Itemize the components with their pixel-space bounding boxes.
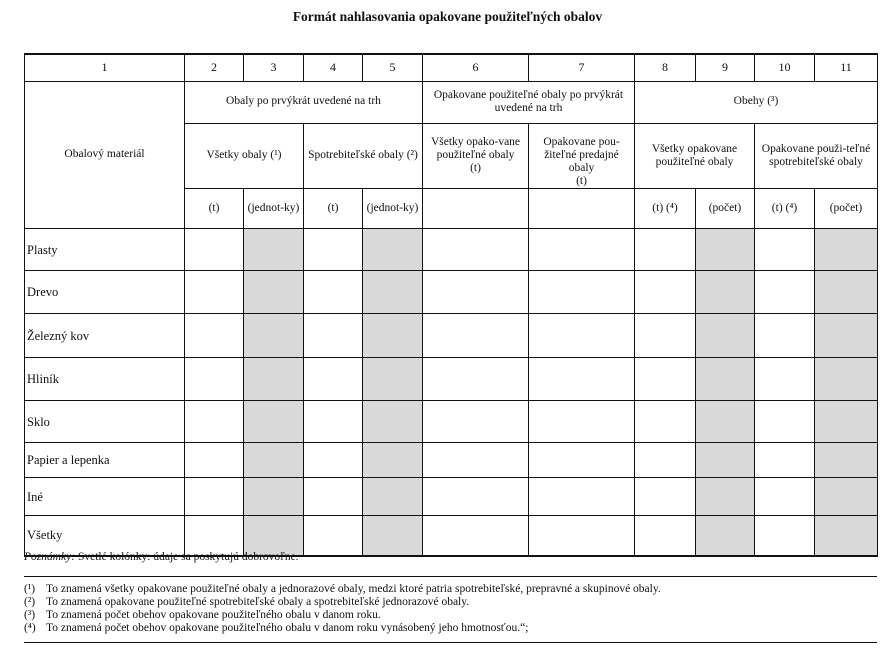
- unit-label: (t): [576, 175, 587, 188]
- data-cell[interactable]: [185, 271, 244, 314]
- data-cell[interactable]: [755, 401, 815, 443]
- data-cell[interactable]: [423, 358, 529, 401]
- notes-label: Poznámky:: [24, 551, 76, 563]
- col-number: 3: [244, 54, 304, 81]
- col-number: 4: [304, 54, 363, 81]
- col-number: 9: [696, 54, 755, 81]
- footnote-mark: (⁴): [24, 622, 36, 634]
- table-row: [25, 478, 878, 516]
- consumer-packaging-header: Spotrebiteľské obaly (²): [304, 123, 423, 189]
- col-number: 6: [423, 54, 529, 81]
- column-number-row: [25, 54, 878, 81]
- data-cell[interactable]: [696, 358, 755, 401]
- data-cell[interactable]: [423, 443, 529, 478]
- material-label: Drevo: [25, 271, 185, 314]
- footnote-mark: (²): [24, 596, 36, 608]
- data-rows: [25, 229, 878, 556]
- all-reusable-header: [423, 123, 529, 189]
- data-cell[interactable]: [815, 314, 878, 358]
- data-cell[interactable]: [815, 229, 878, 271]
- table-row: [25, 314, 878, 358]
- data-cell[interactable]: [529, 443, 635, 478]
- footnote-4: [24, 622, 877, 635]
- data-cell[interactable]: [635, 443, 696, 478]
- data-cell[interactable]: [529, 358, 635, 401]
- data-cell[interactable]: [244, 401, 304, 443]
- unit-label: (jednot-ky): [244, 189, 304, 229]
- data-cell[interactable]: [815, 478, 878, 516]
- data-cell[interactable]: [815, 516, 878, 556]
- data-cell[interactable]: [529, 516, 635, 556]
- data-cell[interactable]: [815, 358, 878, 401]
- material-label: Hliník: [25, 358, 185, 401]
- data-cell[interactable]: [304, 443, 363, 478]
- data-cell[interactable]: [529, 271, 635, 314]
- data-cell[interactable]: [635, 358, 696, 401]
- col-number: 5: [363, 54, 423, 81]
- col-number: 8: [635, 54, 696, 81]
- data-cell[interactable]: [755, 271, 815, 314]
- data-cell[interactable]: [423, 516, 529, 556]
- unit-label: [423, 189, 529, 229]
- material-label: Plasty: [25, 229, 185, 271]
- data-cell[interactable]: [244, 314, 304, 358]
- material-label: Papier a lepenka: [25, 443, 185, 478]
- data-cell[interactable]: [304, 229, 363, 271]
- data-cell[interactable]: [815, 443, 878, 478]
- data-cell[interactable]: [363, 358, 423, 401]
- data-cell[interactable]: [755, 229, 815, 271]
- data-cell[interactable]: [423, 229, 529, 271]
- data-cell[interactable]: [755, 478, 815, 516]
- data-cell[interactable]: [185, 358, 244, 401]
- reusable-first-market-header: Opakovane použiteľné obaly po prvýkrát uvedené na trh: [423, 81, 635, 123]
- data-cell[interactable]: [244, 229, 304, 271]
- data-cell[interactable]: [696, 443, 755, 478]
- data-cell[interactable]: [363, 229, 423, 271]
- unit-label: (t) (⁴): [635, 189, 696, 229]
- all-reusable-rotations-header: Všetky opakovane použiteľné obaly: [635, 123, 755, 189]
- reporting-table: [24, 53, 878, 557]
- reusable-consumer-rotations-header: Opakovane použi-teľné spotrebiteľské obaly: [755, 123, 878, 189]
- footnote-mark: (³): [24, 609, 36, 621]
- data-cell[interactable]: [304, 314, 363, 358]
- footnote-2: [24, 596, 877, 609]
- reusable-sales-header: [529, 123, 635, 189]
- col-number: 1: [25, 54, 185, 81]
- rotations-header: Obehy (³): [635, 81, 878, 123]
- data-cell[interactable]: [244, 516, 304, 556]
- footnote-text: To znamená počet obehov opakovane použiteľného obalu v danom roku.: [46, 609, 381, 621]
- data-cell[interactable]: [363, 271, 423, 314]
- reusable-sales-label: Opakovane pou-žiteľné predajné obaly: [543, 135, 620, 174]
- data-cell[interactable]: [423, 401, 529, 443]
- data-cell[interactable]: [185, 229, 244, 271]
- data-cell[interactable]: [635, 229, 696, 271]
- data-cell[interactable]: [755, 358, 815, 401]
- data-cell[interactable]: [304, 516, 363, 556]
- data-cell[interactable]: [185, 401, 244, 443]
- all-reusable-label: Všetky opako-vane použiteľné obaly: [430, 135, 521, 161]
- bottom-divider: [24, 642, 877, 643]
- table-row: [25, 271, 878, 314]
- data-cell[interactable]: [185, 443, 244, 478]
- page-title: Formát nahlasovania opakovane použiteľných obalov: [292, 9, 603, 24]
- data-cell[interactable]: [244, 443, 304, 478]
- data-cell[interactable]: [423, 271, 529, 314]
- material-label: Sklo: [25, 401, 185, 443]
- unit-label: (t): [185, 189, 244, 229]
- data-cell[interactable]: [363, 443, 423, 478]
- unit-label: (t): [470, 161, 481, 174]
- notes: [24, 551, 299, 563]
- data-cell[interactable]: [185, 516, 244, 556]
- data-cell[interactable]: [304, 271, 363, 314]
- data-cell[interactable]: [304, 401, 363, 443]
- footnote-text: To znamená počet obehov opakovane použiteľného obalu v danom roku vynásobený jeho hmotnosťou.“;: [46, 622, 529, 634]
- footnote-1: [24, 583, 877, 596]
- table-row: [25, 516, 878, 556]
- data-cell[interactable]: [244, 358, 304, 401]
- data-cell[interactable]: [815, 271, 878, 314]
- data-cell[interactable]: [696, 271, 755, 314]
- data-cell[interactable]: [304, 358, 363, 401]
- material-label: Železný kov: [25, 314, 185, 358]
- footnote-3: [24, 609, 877, 622]
- footnotes: [24, 583, 877, 635]
- data-cell[interactable]: [529, 314, 635, 358]
- data-cell[interactable]: [635, 271, 696, 314]
- unit-label: [529, 189, 635, 229]
- data-cell[interactable]: [423, 478, 529, 516]
- data-cell[interactable]: [635, 314, 696, 358]
- data-cell[interactable]: [529, 401, 635, 443]
- data-cell[interactable]: [185, 314, 244, 358]
- unit-label: (počet): [696, 189, 755, 229]
- data-cell[interactable]: [755, 443, 815, 478]
- data-cell[interactable]: [423, 314, 529, 358]
- table-row: [25, 229, 878, 271]
- data-cell[interactable]: [635, 516, 696, 556]
- data-cell[interactable]: [635, 401, 696, 443]
- col-number: 7: [529, 54, 635, 81]
- divider: [24, 576, 877, 577]
- data-cell[interactable]: [755, 516, 815, 556]
- material-header: Obalový materiál: [25, 81, 185, 229]
- material-label: Všetky: [25, 516, 185, 556]
- notes-text: Svetlé kolónky: údaje sa poskytujú dobrovoľne.: [75, 551, 299, 563]
- first-market-header: Obaly po prvýkrát uvedené na trh: [185, 81, 423, 123]
- data-cell[interactable]: [244, 271, 304, 314]
- data-cell[interactable]: [815, 401, 878, 443]
- footnote-text: To znamená opakovane použiteľné spotrebiteľské obaly a spotrebiteľské jednorazové obaly.: [46, 596, 470, 608]
- data-cell[interactable]: [696, 401, 755, 443]
- data-cell[interactable]: [696, 478, 755, 516]
- all-packaging-header: Všetky obaly (¹): [185, 123, 304, 189]
- footnote-text: To znamená všetky opakovane použiteľné obaly a jednorazové obaly, medzi ktoré patria spotrebiteľské, prepravné a skupinové obaly.: [46, 583, 661, 595]
- data-cell[interactable]: [363, 516, 423, 556]
- data-cell[interactable]: [696, 229, 755, 271]
- data-cell[interactable]: [185, 478, 244, 516]
- material-label: Iné: [25, 478, 185, 516]
- data-cell[interactable]: [363, 401, 423, 443]
- table-row: [25, 401, 878, 443]
- data-cell[interactable]: [696, 516, 755, 556]
- table-row: [25, 443, 878, 478]
- col-number: 10: [755, 54, 815, 81]
- data-cell[interactable]: [244, 478, 304, 516]
- col-number: 11: [815, 54, 878, 81]
- unit-label: (t) (⁴): [755, 189, 815, 229]
- data-cell[interactable]: [696, 314, 755, 358]
- unit-label: (t): [304, 189, 363, 229]
- data-cell[interactable]: [529, 478, 635, 516]
- data-cell[interactable]: [363, 314, 423, 358]
- col-number: 2: [185, 54, 244, 81]
- data-cell[interactable]: [635, 478, 696, 516]
- unit-label: (jednot-ky): [363, 189, 423, 229]
- unit-label: (počet): [815, 189, 878, 229]
- data-cell[interactable]: [755, 314, 815, 358]
- group-header-row: [25, 81, 878, 123]
- data-cell[interactable]: [529, 229, 635, 271]
- footnote-mark: (¹): [24, 583, 36, 595]
- data-cell[interactable]: [304, 478, 363, 516]
- table-row: [25, 358, 878, 401]
- data-cell[interactable]: [363, 478, 423, 516]
